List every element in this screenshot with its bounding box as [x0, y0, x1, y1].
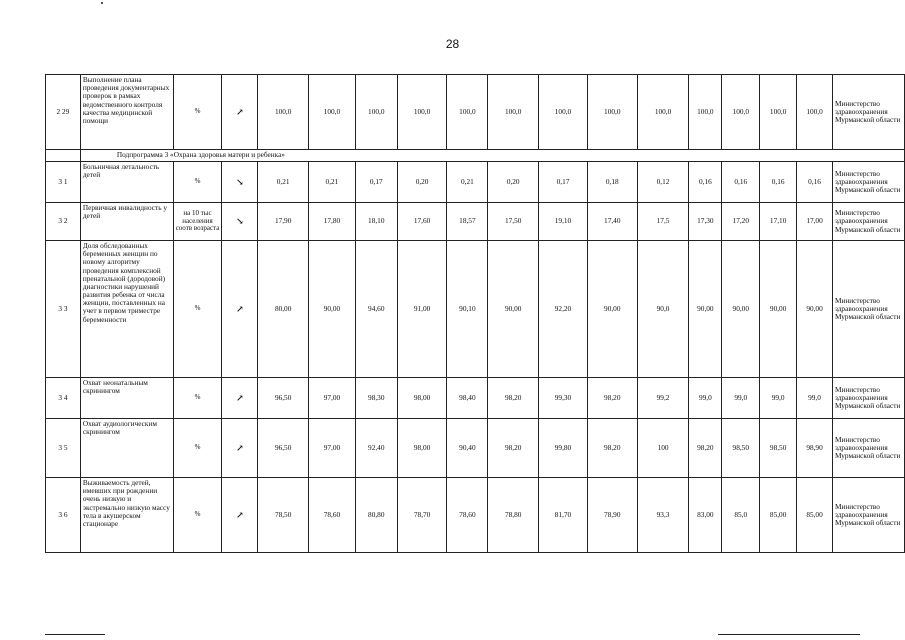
subprogram-num-cell: [46, 150, 81, 162]
value-cell: 17,60: [397, 203, 447, 241]
row-number: 3 6: [46, 478, 81, 553]
value-cell: 85,0: [722, 478, 760, 553]
row-number: 3 3: [46, 241, 81, 378]
indicator-name: Выполнение плана проведения документарных проверок в рамках ведомственного контроля качества медицинской помощи: [80, 75, 173, 150]
subprogram-title: Подпрограмма 3 «Охрана здоровья матери и ребенка»: [80, 150, 904, 162]
value-cell: 98,40: [447, 378, 488, 419]
table-row: [46, 203, 905, 241]
value-cell: 0,18: [587, 162, 637, 203]
executor-cell: Министерство здравоохранения Мурманской области: [832, 419, 904, 478]
value-cell: 91,00: [397, 241, 447, 378]
value-cell: 90,00: [488, 241, 539, 378]
table-row: [46, 241, 905, 378]
value-cell: 100,0: [797, 75, 833, 150]
value-cell: 0,16: [797, 162, 833, 203]
value-cell: 98,90: [797, 419, 833, 478]
value-cell: 99,0: [722, 378, 760, 419]
value-cell: 98,20: [488, 419, 539, 478]
value-cell: 100,0: [587, 75, 637, 150]
unit-cell: %: [173, 419, 222, 478]
indicator-name: Выживаемость детей, имевших при рождении очень низкую и экстремально низкую массу тела в акушерском стационаре: [80, 478, 173, 553]
value-cell: 96,50: [258, 419, 309, 478]
value-cell: 80,00: [258, 241, 309, 378]
indicator-name: Доля обследованных беременных женщин по новому алгоритму проведения комплексной пренатальной (дородовой) диагностики нарушений развития ребенка от числа женщин, поставленных на учет в первом триместре беременности: [80, 241, 173, 378]
value-cell: 85,00: [797, 478, 833, 553]
value-cell: 85,00: [760, 478, 797, 553]
executor-cell: Министерство здравоохранения Мурманской области: [832, 162, 904, 203]
value-cell: 98,20: [587, 378, 637, 419]
page-number: 28: [445, 37, 460, 51]
value-cell: 90,00: [587, 241, 637, 378]
value-cell: 97,00: [309, 378, 356, 419]
row-number: 3 1: [46, 162, 81, 203]
value-cell: 18,57: [447, 203, 488, 241]
value-cell: 94,60: [355, 241, 397, 378]
executor-cell: Министерство здравоохранения Мурманской области: [832, 378, 904, 419]
value-cell: 90,10: [447, 241, 488, 378]
executor-cell: Министерство здравоохранения Мурманской области: [832, 478, 904, 553]
value-cell: 0,12: [637, 162, 689, 203]
row-number: 2 29: [46, 75, 81, 150]
value-cell: 90,00: [760, 241, 797, 378]
value-cell: 0,20: [397, 162, 447, 203]
value-cell: 90,00: [309, 241, 356, 378]
value-cell: 92,40: [355, 419, 397, 478]
value-cell: 19,10: [539, 203, 588, 241]
value-cell: 100,0: [397, 75, 447, 150]
value-cell: 78,60: [447, 478, 488, 553]
table-row: [46, 478, 905, 553]
value-cell: 0,21: [447, 162, 488, 203]
trend-arrow-icon: ↘: [222, 162, 258, 203]
value-cell: 83,00: [689, 478, 722, 553]
value-cell: 18,10: [355, 203, 397, 241]
row-number: 3 2: [46, 203, 81, 241]
value-cell: 0,17: [355, 162, 397, 203]
footer-rule-left: [45, 634, 105, 635]
trend-arrow-icon: ↘: [222, 203, 258, 241]
value-cell: 100,0: [488, 75, 539, 150]
value-cell: 90,0: [637, 241, 689, 378]
table-row: [46, 378, 905, 419]
value-cell: 17,90: [258, 203, 309, 241]
value-cell: 0,16: [689, 162, 722, 203]
value-cell: 96,50: [258, 378, 309, 419]
unit-cell: %: [173, 478, 222, 553]
value-cell: 17,40: [587, 203, 637, 241]
table-row: [46, 162, 905, 203]
value-cell: 99,0: [689, 378, 722, 419]
value-cell: 78,90: [587, 478, 637, 553]
row-number: 3 4: [46, 378, 81, 419]
value-cell: 100,0: [637, 75, 689, 150]
value-cell: 100,0: [258, 75, 309, 150]
value-cell: 100,0: [722, 75, 760, 150]
value-cell: 99,0: [760, 378, 797, 419]
value-cell: 17,50: [488, 203, 539, 241]
unit-cell: %: [173, 241, 222, 378]
value-cell: 98,00: [397, 378, 447, 419]
value-cell: 98,00: [397, 419, 447, 478]
value-cell: 98,20: [488, 378, 539, 419]
value-cell: 100,0: [309, 75, 356, 150]
value-cell: 17,20: [722, 203, 760, 241]
unit-cell: %: [173, 378, 222, 419]
value-cell: 100,0: [539, 75, 588, 150]
trend-arrow-icon: ↗: [222, 241, 258, 378]
table-body: [46, 75, 905, 553]
value-cell: 90,00: [689, 241, 722, 378]
value-cell: 99,2: [637, 378, 689, 419]
value-cell: 100,0: [689, 75, 722, 150]
value-cell: 100,0: [447, 75, 488, 150]
value-cell: 17,30: [689, 203, 722, 241]
value-cell: 81,70: [539, 478, 588, 553]
value-cell: 90,40: [447, 419, 488, 478]
value-cell: 78,60: [309, 478, 356, 553]
value-cell: 0,21: [309, 162, 356, 203]
unit-cell: %: [173, 162, 222, 203]
trend-arrow-icon: ↗: [222, 478, 258, 553]
value-cell: 98,30: [355, 378, 397, 419]
table-row: [46, 75, 905, 150]
footer-rule-right: [718, 634, 860, 635]
row-number: 3 5: [46, 419, 81, 478]
value-cell: 90,00: [722, 241, 760, 378]
value-cell: 98,20: [689, 419, 722, 478]
value-cell: 100,0: [355, 75, 397, 150]
trend-arrow-icon: ↗: [222, 378, 258, 419]
value-cell: 92,20: [539, 241, 588, 378]
value-cell: 17,00: [797, 203, 833, 241]
indicators-table: [45, 74, 905, 553]
unit-cell: %: [173, 75, 222, 150]
value-cell: 97,00: [309, 419, 356, 478]
subprogram-row: [46, 150, 905, 162]
value-cell: 98,50: [722, 419, 760, 478]
value-cell: 80,80: [355, 478, 397, 553]
executor-cell: Министерство здравоохранения Мурманской области: [832, 203, 904, 241]
scan-dot: [101, 2, 103, 4]
indicator-name: Охват аудиологическим скринингом: [80, 419, 173, 478]
table-row: [46, 419, 905, 478]
value-cell: 17,10: [760, 203, 797, 241]
indicator-name: Охват неонатальным скринингом: [80, 378, 173, 419]
value-cell: 99,80: [539, 419, 588, 478]
value-cell: 98,50: [760, 419, 797, 478]
value-cell: 100: [637, 419, 689, 478]
value-cell: 78,80: [488, 478, 539, 553]
value-cell: 90,00: [797, 241, 833, 378]
value-cell: 0,20: [488, 162, 539, 203]
value-cell: 0,17: [539, 162, 588, 203]
value-cell: 17,5: [637, 203, 689, 241]
value-cell: 100,0: [760, 75, 797, 150]
value-cell: 99,30: [539, 378, 588, 419]
indicator-name: Больничная летальность детей: [80, 162, 173, 203]
unit-cell: на 10 тыс населения соотв возраста: [173, 203, 222, 241]
indicator-name: Первичная инвалидность у детей: [80, 203, 173, 241]
value-cell: 99,0: [797, 378, 833, 419]
executor-cell: Министерство здравоохранения Мурманской области: [832, 75, 904, 150]
value-cell: 78,70: [397, 478, 447, 553]
trend-arrow-icon: ↗: [222, 75, 258, 150]
value-cell: 0,16: [722, 162, 760, 203]
value-cell: 0,16: [760, 162, 797, 203]
value-cell: 93,3: [637, 478, 689, 553]
value-cell: 17,80: [309, 203, 356, 241]
trend-arrow-icon: ↗: [222, 419, 258, 478]
value-cell: 78,50: [258, 478, 309, 553]
value-cell: 98,20: [587, 419, 637, 478]
value-cell: 0,21: [258, 162, 309, 203]
executor-cell: Министерство здравоохранения Мурманской области: [832, 241, 904, 378]
